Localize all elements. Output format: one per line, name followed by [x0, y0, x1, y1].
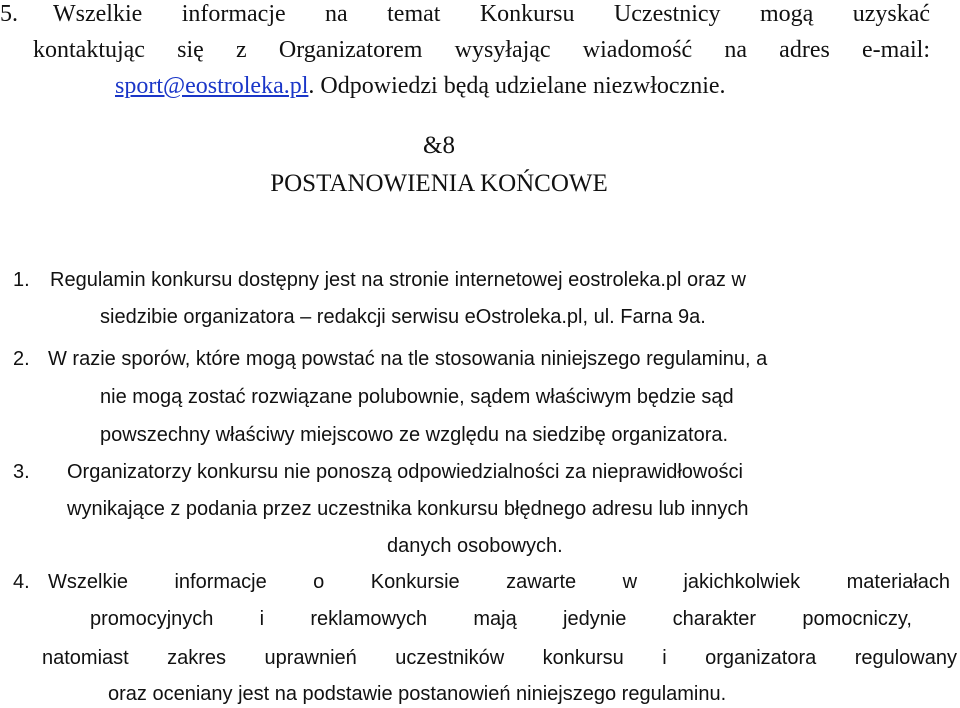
section5-line3 [115, 74, 726, 98]
section5-line1 [0, 2, 960, 26]
list-item-1-number: 1. [13, 269, 30, 291]
section5-number: 5. [0, 1, 18, 27]
section5-text-line3: . Odpowiedzi będą udzielane niezwłocznie. [308, 73, 726, 99]
list-item-3-line1: Organizatorzy konkursu nie ponoszą odpowiedzialności za nieprawidłowości [67, 461, 743, 483]
list-item-4-line1: Wszelkie informacje o Konkursie zawarte w jakichkolwiek materiałach [48, 571, 950, 593]
list-item-2-number: 2. [13, 348, 30, 370]
section-title: POSTANOWIENIA KOŃCOWE [270, 170, 608, 197]
section-marker: &8 [423, 132, 455, 159]
list-item-3-line3: danych osobowych. [387, 535, 563, 557]
list-item-2-line1: W razie sporów, które mogą powstać na tle stosowania niniejszego regulaminu, a [48, 348, 768, 370]
list-item-4-line3: natomiast zakres uprawnień uczestników konkursu i organizatora regulowany [42, 647, 957, 669]
section5-text-line1: Wszelkie informacje na temat Konkursu Uczestnicy mogą uzyskać [53, 1, 930, 27]
email-link[interactable]: sport@eostroleka.pl [115, 73, 309, 99]
list-item-3-line2: wynikające z podania przez uczestnika konkursu błędnego adresu lub innych [67, 498, 749, 520]
section5-text-line2: kontaktując się z Organizatorem wysyłając wiadomość na adres e-mail: [33, 37, 930, 63]
list-item-2-line3: powszechny właściwy miejscowo ze względu na siedzibę organizatora. [100, 424, 729, 446]
list-item-4-line4: oraz oceniany jest na podstawie postanowień niniejszego regulaminu. [108, 683, 727, 705]
list-item-4-number: 4. [13, 571, 30, 593]
list-item-1-line2: siedzibie organizatora – redakcji serwisu eOstroleka.pl, ul. Farna 9a. [100, 306, 706, 328]
list-item-2-line2: nie mogą zostać rozwiązane polubownie, sądem właściwym będzie sąd [100, 386, 734, 408]
list-item-3-number: 3. [13, 461, 30, 483]
list-item-4-line2: promocyjnych i reklamowych mają jedynie charakter pomocniczy, [90, 608, 912, 630]
list-item-1-line1: Regulamin konkursu dostępny jest na stronie internetowej eostroleka.pl oraz w [50, 269, 746, 291]
